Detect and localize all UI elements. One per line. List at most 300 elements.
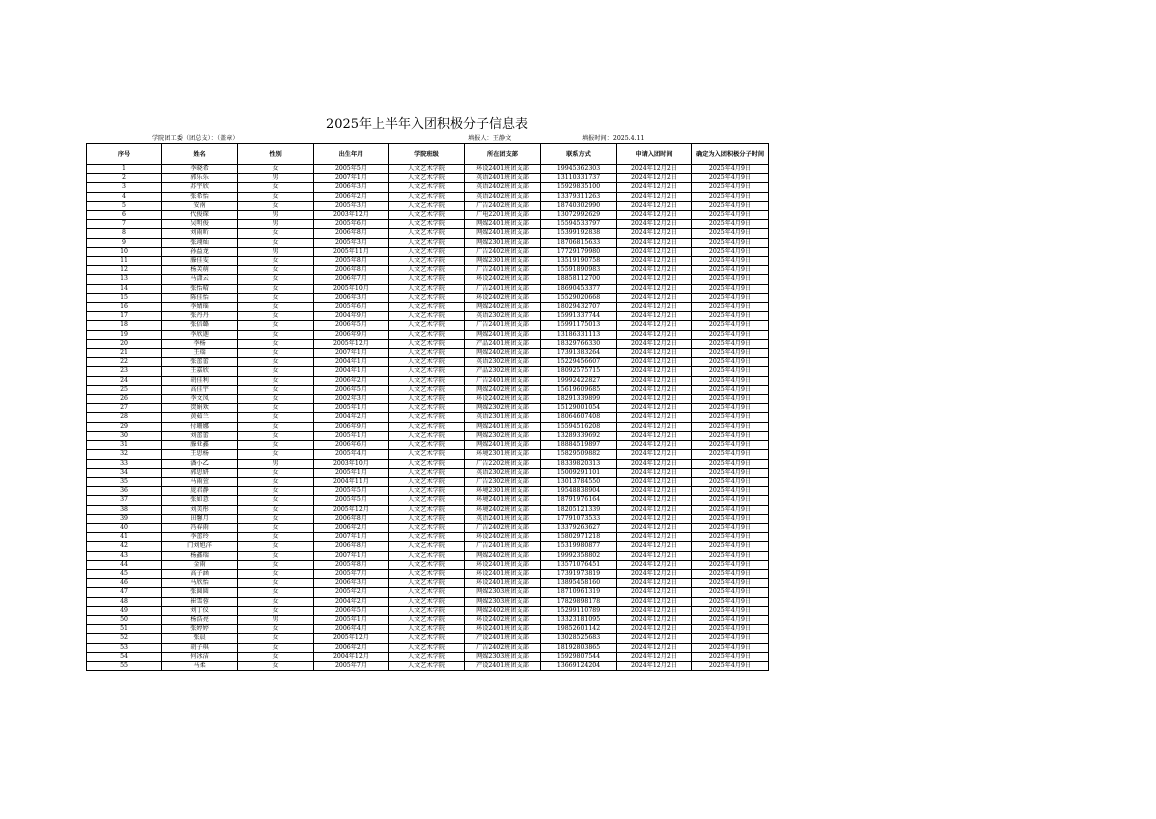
- table-row: [87, 588, 769, 597]
- cell-gender: 女: [238, 468, 314, 477]
- cell-confirm-date: 2025年4月9日: [692, 496, 769, 505]
- cell-confirm-date: 2025年4月9日: [692, 404, 769, 413]
- cell-college-class: 人文艺术学院: [389, 579, 465, 588]
- cell-gender: 女: [238, 257, 314, 266]
- cell-gender: 女: [238, 229, 314, 238]
- cell-confirm-date: 2025年4月9日: [692, 560, 769, 569]
- cell-college-class: 人文艺术学院: [389, 459, 465, 468]
- cell-apply-date: 2024年12月2日: [617, 293, 692, 302]
- cell-apply-date: 2024年12月2日: [617, 192, 692, 201]
- table-row: [87, 661, 769, 670]
- cell-gender: 女: [238, 477, 314, 486]
- header-contact: 联系方式: [541, 144, 617, 165]
- cell-name: 陈佳怡: [162, 293, 238, 302]
- cell-index: 19: [87, 330, 162, 339]
- cell-branch: 广告2401班团支部: [465, 266, 541, 275]
- cell-branch: 环设2401班团支部: [465, 569, 541, 578]
- cell-index: 22: [87, 358, 162, 367]
- cell-index: 49: [87, 606, 162, 615]
- cell-branch: 网媒2303班团支部: [465, 588, 541, 597]
- header-index: 序号: [87, 144, 162, 165]
- cell-confirm-date: 2025年4月9日: [692, 431, 769, 440]
- cell-gender: 女: [238, 321, 314, 330]
- cell-college-class: 人文艺术学院: [389, 339, 465, 348]
- cell-contact: 15529020668: [541, 293, 617, 302]
- cell-apply-date: 2024年12月2日: [617, 533, 692, 542]
- cell-apply-date: 2024年12月2日: [617, 422, 692, 431]
- table-row: [87, 560, 769, 569]
- cell-branch: 网媒2402班团支部: [465, 551, 541, 560]
- cell-branch: 广告2401班团支部: [465, 542, 541, 551]
- cell-birth: 2005年2月: [314, 588, 389, 597]
- cell-gender: 女: [238, 597, 314, 606]
- table-row: [87, 385, 769, 394]
- table-row: [87, 275, 769, 284]
- table-row: [87, 349, 769, 358]
- table-row: [87, 376, 769, 385]
- cell-name: 苏宇欣: [162, 183, 238, 192]
- cell-apply-date: 2024年12月2日: [617, 376, 692, 385]
- table-row: [87, 395, 769, 404]
- cell-birth: 2004年2月: [314, 413, 389, 422]
- cell-gender: 女: [238, 312, 314, 321]
- table-row: [87, 330, 769, 339]
- cell-birth: 2005年10月: [314, 284, 389, 293]
- cell-birth: 2004年1月: [314, 358, 389, 367]
- cell-index: 9: [87, 238, 162, 247]
- cell-branch: 网媒2401班团支部: [465, 330, 541, 339]
- cell-gender: 女: [238, 192, 314, 201]
- cell-college-class: 人文艺术学院: [389, 312, 465, 321]
- cell-index: 44: [87, 560, 162, 569]
- cell-birth: 2005年5月: [314, 165, 389, 174]
- cell-index: 31: [87, 441, 162, 450]
- cell-birth: 2006年3月: [314, 579, 389, 588]
- cell-college-class: 人文艺术学院: [389, 643, 465, 652]
- cell-birth: 2007年1月: [314, 349, 389, 358]
- cell-contact: 15991175013: [541, 321, 617, 330]
- cell-birth: 2004年2月: [314, 597, 389, 606]
- cell-college-class: 人文艺术学院: [389, 634, 465, 643]
- cell-confirm-date: 2025年4月9日: [692, 441, 769, 450]
- cell-apply-date: 2024年12月2日: [617, 459, 692, 468]
- cell-apply-date: 2024年12月2日: [617, 450, 692, 459]
- cell-birth: 2005年12月: [314, 634, 389, 643]
- cell-birth: 2005年8月: [314, 560, 389, 569]
- cell-college-class: 人文艺术学院: [389, 376, 465, 385]
- table-header-row: [87, 144, 769, 165]
- cell-name: 张丹丹: [162, 312, 238, 321]
- table-row: [87, 303, 769, 312]
- cell-branch: 产设2401班团支部: [465, 661, 541, 670]
- cell-college-class: 人文艺术学院: [389, 560, 465, 569]
- cell-name: 门刘旭洋: [162, 542, 238, 551]
- cell-name: 李欣迦: [162, 330, 238, 339]
- cell-apply-date: 2024年12月2日: [617, 606, 692, 615]
- cell-gender: 男: [238, 247, 314, 256]
- cell-contact: 15229456607: [541, 358, 617, 367]
- cell-birth: 2006年5月: [314, 385, 389, 394]
- cell-birth: 2005年1月: [314, 404, 389, 413]
- cell-index: 3: [87, 183, 162, 192]
- cell-contact: 19548838904: [541, 487, 617, 496]
- cell-branch: 网媒2303班团支部: [465, 652, 541, 661]
- header-birth: 出生年月: [314, 144, 389, 165]
- cell-name: 李晓希: [162, 165, 238, 174]
- cell-branch: 产品2302班团支部: [465, 367, 541, 376]
- cell-contact: 13669124204: [541, 661, 617, 670]
- cell-birth: 2006年2月: [314, 376, 389, 385]
- cell-name: 张倍璐: [162, 321, 238, 330]
- cell-branch: 广告2402班团支部: [465, 523, 541, 532]
- cell-branch: 环设2402班团支部: [465, 275, 541, 284]
- cell-confirm-date: 2025年4月9日: [692, 238, 769, 247]
- cell-apply-date: 2024年12月2日: [617, 468, 692, 477]
- cell-gender: 女: [238, 661, 314, 670]
- cell-gender: 男: [238, 220, 314, 229]
- cell-branch: 广告2202班团支部: [465, 459, 541, 468]
- table-row: [87, 487, 769, 496]
- cell-college-class: 人文艺术学院: [389, 422, 465, 431]
- cell-branch: 网媒2402班团支部: [465, 385, 541, 394]
- cell-index: 45: [87, 569, 162, 578]
- cell-name: 张蕾蕾: [162, 358, 238, 367]
- cell-contact: 15319980877: [541, 542, 617, 551]
- cell-branch: 网媒2401班团支部: [465, 441, 541, 450]
- cell-branch: 英语2302班团支部: [465, 358, 541, 367]
- cell-gender: 女: [238, 579, 314, 588]
- cell-birth: 2005年11月: [314, 247, 389, 256]
- cell-name: 刘美彤: [162, 505, 238, 514]
- cell-college-class: 人文艺术学院: [389, 606, 465, 615]
- table-row: [87, 413, 769, 422]
- table-row: [87, 441, 769, 450]
- cell-branch: 网媒2401班团支部: [465, 220, 541, 229]
- cell-apply-date: 2024年12月2日: [617, 183, 692, 192]
- cell-branch: 广告2402班团支部: [465, 643, 541, 652]
- cell-apply-date: 2024年12月2日: [617, 615, 692, 624]
- table-row: [87, 229, 769, 238]
- cell-birth: 2006年8月: [314, 266, 389, 275]
- cell-index: 34: [87, 468, 162, 477]
- cell-confirm-date: 2025年4月9日: [692, 459, 769, 468]
- cell-birth: 2005年3月: [314, 238, 389, 247]
- cell-confirm-date: 2025年4月9日: [692, 247, 769, 256]
- cell-name: 田馨月: [162, 514, 238, 523]
- cell-apply-date: 2024年12月2日: [617, 330, 692, 339]
- cell-name: 贺娟欢: [162, 404, 238, 413]
- cell-name: 滕亚鑫: [162, 441, 238, 450]
- cell-contact: 13186331113: [541, 330, 617, 339]
- cell-apply-date: 2024年12月2日: [617, 404, 692, 413]
- cell-name: 金雨: [162, 560, 238, 569]
- cell-branch: 网媒2303班团支部: [465, 597, 541, 606]
- cell-college-class: 人文艺术学院: [389, 192, 465, 201]
- cell-confirm-date: 2025年4月9日: [692, 266, 769, 275]
- cell-name: 李杨: [162, 339, 238, 348]
- cell-college-class: 人文艺术学院: [389, 284, 465, 293]
- cell-confirm-date: 2025年4月9日: [692, 192, 769, 201]
- cell-contact: 15619609685: [541, 385, 617, 394]
- cell-index: 27: [87, 404, 162, 413]
- cell-index: 36: [87, 487, 162, 496]
- cell-college-class: 人文艺术学院: [389, 597, 465, 606]
- cell-gender: 女: [238, 542, 314, 551]
- cell-gender: 女: [238, 606, 314, 615]
- cell-apply-date: 2024年12月2日: [617, 441, 692, 450]
- cell-college-class: 人文艺术学院: [389, 174, 465, 183]
- cell-birth: 2005年7月: [314, 569, 389, 578]
- cell-index: 38: [87, 505, 162, 514]
- cell-contact: 18706815633: [541, 238, 617, 247]
- cell-college-class: 人文艺术学院: [389, 257, 465, 266]
- cell-college-class: 人文艺术学院: [389, 367, 465, 376]
- cell-name: 马雨萱: [162, 477, 238, 486]
- cell-gender: 女: [238, 533, 314, 542]
- cell-branch: 英语2401班团支部: [465, 514, 541, 523]
- cell-gender: 女: [238, 523, 314, 532]
- cell-birth: 2006年4月: [314, 625, 389, 634]
- table-row: [87, 625, 769, 634]
- cell-contact: 13519190758: [541, 257, 617, 266]
- table-row: [87, 606, 769, 615]
- cell-birth: 2006年5月: [314, 606, 389, 615]
- cell-name: 张希怡: [162, 192, 238, 201]
- cell-confirm-date: 2025年4月9日: [692, 358, 769, 367]
- cell-apply-date: 2024年12月2日: [617, 312, 692, 321]
- cell-birth: 2006年7月: [314, 275, 389, 284]
- cell-apply-date: 2024年12月2日: [617, 625, 692, 634]
- cell-name: 马潇云: [162, 275, 238, 284]
- cell-confirm-date: 2025年4月9日: [692, 220, 769, 229]
- cell-birth: 2005年6月: [314, 220, 389, 229]
- cell-birth: 2007年1月: [314, 551, 389, 560]
- cell-birth: 2007年1月: [314, 533, 389, 542]
- cell-contact: 17791073533: [541, 514, 617, 523]
- cell-branch: 环境2401班团支部: [465, 496, 541, 505]
- cell-college-class: 人文艺术学院: [389, 542, 465, 551]
- cell-gender: 女: [238, 496, 314, 505]
- cell-confirm-date: 2025年4月9日: [692, 330, 769, 339]
- cell-birth: 2006年9月: [314, 422, 389, 431]
- cell-index: 26: [87, 395, 162, 404]
- cell-contact: 18791976164: [541, 496, 617, 505]
- cell-confirm-date: 2025年4月9日: [692, 284, 769, 293]
- cell-gender: 女: [238, 625, 314, 634]
- cell-birth: 2006年8月: [314, 514, 389, 523]
- cell-confirm-date: 2025年4月9日: [692, 275, 769, 284]
- cell-name: 孙益龙: [162, 247, 238, 256]
- cell-name: 郭思妍: [162, 468, 238, 477]
- cell-confirm-date: 2025年4月9日: [692, 165, 769, 174]
- header-gender: 性别: [238, 144, 314, 165]
- cell-branch: 广电2201班团支部: [465, 211, 541, 220]
- cell-college-class: 人文艺术学院: [389, 569, 465, 578]
- cell-apply-date: 2024年12月2日: [617, 284, 692, 293]
- table-row: [87, 321, 769, 330]
- cell-index: 2: [87, 174, 162, 183]
- table-row: [87, 468, 769, 477]
- filler-label: 填报人：王静文: [468, 135, 512, 142]
- cell-index: 53: [87, 643, 162, 652]
- cell-gender: 女: [238, 588, 314, 597]
- cell-college-class: 人文艺术学院: [389, 395, 465, 404]
- cell-branch: 环境2301班团支部: [465, 487, 541, 496]
- cell-birth: 2002年3月: [314, 395, 389, 404]
- cell-apply-date: 2024年12月2日: [617, 569, 692, 578]
- cell-birth: 2005年5月: [314, 496, 389, 505]
- cell-gender: 女: [238, 349, 314, 358]
- cell-apply-date: 2024年12月2日: [617, 165, 692, 174]
- cell-college-class: 人文艺术学院: [389, 615, 465, 624]
- cell-contact: 19992422827: [541, 376, 617, 385]
- cell-name: 李文凤: [162, 395, 238, 404]
- table-row: [87, 192, 769, 201]
- cell-college-class: 人文艺术学院: [389, 165, 465, 174]
- cell-name: 黄茹兰: [162, 413, 238, 422]
- cell-confirm-date: 2025年4月9日: [692, 229, 769, 238]
- cell-contact: 15299110789: [541, 606, 617, 615]
- cell-index: 32: [87, 450, 162, 459]
- cell-gender: 男: [238, 459, 314, 468]
- cell-branch: 环设2402班团支部: [465, 533, 541, 542]
- cell-name: 潘小乙: [162, 459, 238, 468]
- cell-index: 14: [87, 284, 162, 293]
- cell-index: 4: [87, 192, 162, 201]
- cell-index: 55: [87, 661, 162, 670]
- cell-index: 1: [87, 165, 162, 174]
- table-row: [87, 579, 769, 588]
- cell-name: 王嘉欣: [162, 367, 238, 376]
- cell-name: 高子涵: [162, 569, 238, 578]
- cell-gender: 女: [238, 376, 314, 385]
- cell-confirm-date: 2025年4月9日: [692, 183, 769, 192]
- cell-contact: 18710961319: [541, 588, 617, 597]
- cell-gender: 女: [238, 431, 314, 440]
- cell-gender: 女: [238, 165, 314, 174]
- cell-name: 王思杨: [162, 450, 238, 459]
- cell-birth: 2005年4月: [314, 450, 389, 459]
- cell-birth: 2006年6月: [314, 441, 389, 450]
- cell-contact: 13379263627: [541, 523, 617, 532]
- cell-contact: 13571076451: [541, 560, 617, 569]
- cell-gender: 女: [238, 367, 314, 376]
- cell-name: 杨鑫瑞: [162, 551, 238, 560]
- table-row: [87, 422, 769, 431]
- cell-name: 刘丁仪: [162, 606, 238, 615]
- cell-index: 51: [87, 625, 162, 634]
- cell-index: 30: [87, 431, 162, 440]
- cell-gender: 女: [238, 560, 314, 569]
- cell-index: 41: [87, 533, 162, 542]
- cell-contact: 15591890983: [541, 266, 617, 275]
- cell-birth: 2006年3月: [314, 293, 389, 302]
- cell-confirm-date: 2025年4月9日: [692, 652, 769, 661]
- cell-apply-date: 2024年12月2日: [617, 385, 692, 394]
- cell-index: 12: [87, 266, 162, 275]
- cell-college-class: 人文艺术学院: [389, 652, 465, 661]
- cell-name: 张翊灿: [162, 238, 238, 247]
- cell-contact: 13289339692: [541, 431, 617, 440]
- cell-index: 47: [87, 588, 162, 597]
- cell-confirm-date: 2025年4月9日: [692, 376, 769, 385]
- cell-branch: 环境2301班团支部: [465, 450, 541, 459]
- cell-confirm-date: 2025年4月9日: [692, 588, 769, 597]
- cell-name: 胡佳利: [162, 376, 238, 385]
- cell-confirm-date: 2025年4月9日: [692, 201, 769, 210]
- cell-college-class: 人文艺术学院: [389, 625, 465, 634]
- cell-name: 张圆圆: [162, 588, 238, 597]
- cell-college-class: 人文艺术学院: [389, 201, 465, 210]
- cell-branch: 英语2401班团支部: [465, 174, 541, 183]
- cell-index: 29: [87, 422, 162, 431]
- cell-name: 张婷婷: [162, 625, 238, 634]
- cell-confirm-date: 2025年4月9日: [692, 661, 769, 670]
- cell-name: 吴明俊: [162, 220, 238, 229]
- cell-gender: 女: [238, 284, 314, 293]
- cell-contact: 19945362303: [541, 165, 617, 174]
- table-row: [87, 634, 769, 643]
- cell-birth: 2003年12月: [314, 211, 389, 220]
- cell-confirm-date: 2025年4月9日: [692, 450, 769, 459]
- cell-gender: 女: [238, 395, 314, 404]
- cell-gender: 女: [238, 238, 314, 247]
- cell-index: 37: [87, 496, 162, 505]
- cell-birth: 2006年8月: [314, 229, 389, 238]
- cell-branch: 环设2402班团支部: [465, 293, 541, 302]
- header-apply-date: 申请入团时间: [617, 144, 692, 165]
- cell-apply-date: 2024年12月2日: [617, 358, 692, 367]
- cell-gender: 女: [238, 385, 314, 394]
- cell-branch: 英语2402班团支部: [465, 183, 541, 192]
- cell-birth: 2005年8月: [314, 257, 389, 266]
- cell-index: 8: [87, 229, 162, 238]
- cell-apply-date: 2024年12月2日: [617, 514, 692, 523]
- cell-birth: 2006年2月: [314, 192, 389, 201]
- cell-apply-date: 2024年12月2日: [617, 579, 692, 588]
- table-row: [87, 367, 769, 376]
- cell-gender: 女: [238, 652, 314, 661]
- table-row: [87, 450, 769, 459]
- cell-birth: 2006年3月: [314, 183, 389, 192]
- table-body: [87, 165, 769, 671]
- cell-name: 刘蕾蕾: [162, 431, 238, 440]
- document-title: 2025年上半年入团积极分子信息表: [325, 117, 529, 132]
- cell-name: 杨浩亮: [162, 615, 238, 624]
- cell-gender: 男: [238, 615, 314, 624]
- table-row: [87, 165, 769, 174]
- cell-apply-date: 2024年12月2日: [617, 229, 692, 238]
- cell-confirm-date: 2025年4月9日: [692, 211, 769, 220]
- cell-name: 张如意: [162, 496, 238, 505]
- table-row: [87, 542, 769, 551]
- cell-confirm-date: 2025年4月9日: [692, 505, 769, 514]
- cell-contact: 15929835100: [541, 183, 617, 192]
- unit-label: 学院团工委（团总支）：（盖章）: [152, 135, 239, 142]
- cell-birth: 2006年2月: [314, 643, 389, 652]
- cell-index: 43: [87, 551, 162, 560]
- cell-apply-date: 2024年12月2日: [617, 431, 692, 440]
- cell-confirm-date: 2025年4月9日: [692, 625, 769, 634]
- cell-gender: 女: [238, 330, 314, 339]
- cell-confirm-date: 2025年4月9日: [692, 321, 769, 330]
- cell-branch: 广告2401班团支部: [465, 376, 541, 385]
- cell-college-class: 人文艺术学院: [389, 358, 465, 367]
- table-row: [87, 358, 769, 367]
- cell-college-class: 人文艺术学院: [389, 661, 465, 670]
- table-row: [87, 183, 769, 192]
- cell-contact: 18740302990: [541, 201, 617, 210]
